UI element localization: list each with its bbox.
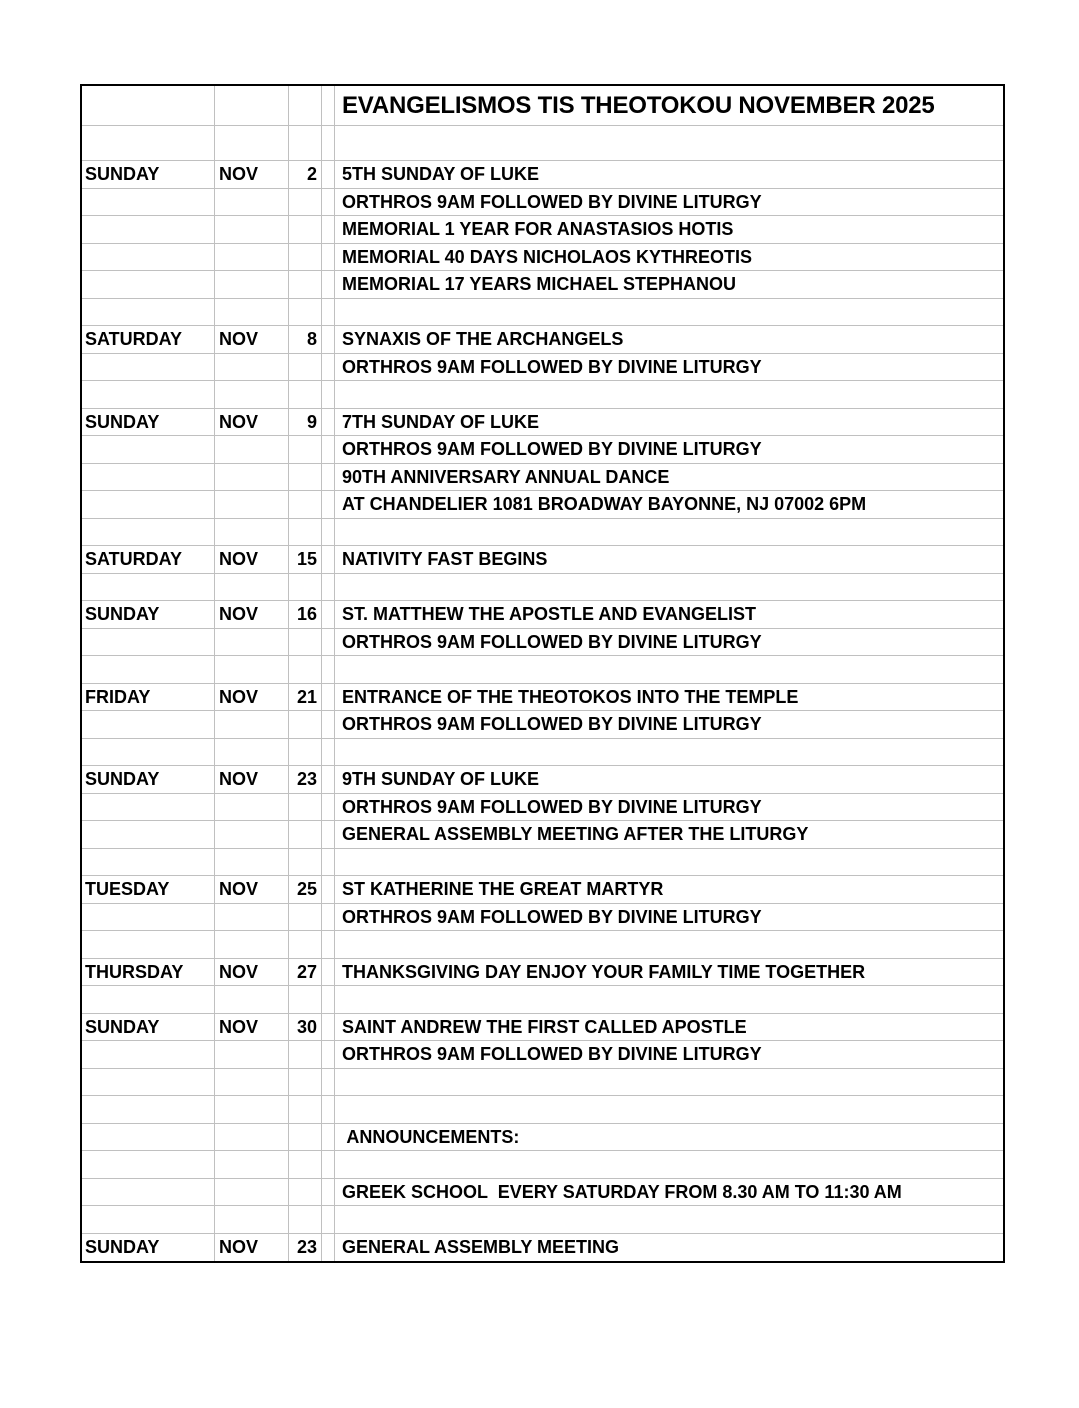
month-cell [215,491,289,519]
gap-cell [322,491,335,519]
description-cell [335,739,1003,767]
table-row [82,1206,1003,1234]
gap-cell [322,739,335,767]
month-cell [215,904,289,932]
table-row [82,1151,1003,1179]
gap-cell [322,189,335,217]
description-cell [335,1151,1003,1179]
gap-cell [322,629,335,657]
gap-cell [322,1151,335,1179]
date-cell [289,1206,322,1234]
table-row [82,436,1003,464]
date-cell [289,519,322,547]
day-cell [82,519,215,547]
month-cell [215,244,289,272]
day-cell: SUNDAY [82,409,215,437]
gap-cell [322,326,335,354]
gap-cell [322,1234,335,1262]
day-cell: SATURDAY [82,546,215,574]
description-cell: GENERAL ASSEMBLY MEETING AFTER THE LITURGY [335,821,1003,849]
description-cell: 5TH SUNDAY OF LUKE [335,161,1003,189]
date-cell [289,1041,322,1069]
day-cell [82,86,215,126]
gap-cell [322,1041,335,1069]
date-cell [289,299,322,327]
gap-cell [322,959,335,987]
month-cell [215,271,289,299]
month-cell [215,1206,289,1234]
page-title: EVANGELISMOS TIS THEOTOKOU NOVEMBER 2025 [335,86,1003,126]
day-cell [82,1151,215,1179]
month-cell: NOV [215,161,289,189]
description-cell: SAINT ANDREW THE FIRST CALLED APOSTLE [335,1014,1003,1042]
day-cell [82,1179,215,1207]
date-cell [289,244,322,272]
date-cell [289,381,322,409]
calendar-rows [82,126,1003,1261]
gap-cell [322,849,335,877]
day-cell [82,381,215,409]
table-row [82,1234,1003,1262]
date-cell: 8 [289,326,322,354]
gap-cell [322,904,335,932]
month-cell [215,189,289,217]
day-cell: SUNDAY [82,601,215,629]
gap-cell [322,1014,335,1042]
date-cell: 21 [289,684,322,712]
description-cell: 90TH ANNIVERSARY ANNUAL DANCE [335,464,1003,492]
day-cell: SUNDAY [82,766,215,794]
month-cell [215,629,289,657]
table-row [82,601,1003,629]
day-cell: FRIDAY [82,684,215,712]
date-cell [289,739,322,767]
date-cell [289,1069,322,1097]
table-row [82,189,1003,217]
month-cell [215,86,289,126]
description-cell [335,299,1003,327]
description-cell: ORTHROS 9AM FOLLOWED BY DIVINE LITURGY [335,354,1003,382]
table-row [82,766,1003,794]
gap-cell [322,244,335,272]
gap-cell [322,436,335,464]
table-row [82,244,1003,272]
title-row [82,86,1003,126]
day-cell [82,904,215,932]
month-cell [215,1179,289,1207]
date-cell: 25 [289,876,322,904]
table-row [82,849,1003,877]
day-cell [82,1069,215,1097]
table-row [82,354,1003,382]
table-row [82,491,1003,519]
date-cell [289,656,322,684]
table-row [82,271,1003,299]
description-cell: GREEK SCHOOL EVERY SATURDAY FROM 8.30 AM TO 11:30 AM [335,1179,1003,1207]
date-cell [289,986,322,1014]
table-row [82,1069,1003,1097]
date-cell [289,354,322,382]
month-cell [215,986,289,1014]
date-cell [289,86,322,126]
table-row [82,739,1003,767]
month-cell [215,849,289,877]
day-cell [82,574,215,602]
table-row [82,684,1003,712]
date-cell [289,216,322,244]
table-row [82,711,1003,739]
gap-cell [322,794,335,822]
description-cell: MEMORIAL 40 DAYS NICHOLAOS KYTHREOTIS [335,244,1003,272]
month-cell: NOV [215,876,289,904]
gap-cell [322,986,335,1014]
gap-cell [322,409,335,437]
gap-cell [322,161,335,189]
day-cell [82,794,215,822]
date-cell [289,849,322,877]
date-cell [289,1179,322,1207]
description-cell: ST KATHERINE THE GREAT MARTYR [335,876,1003,904]
month-cell [215,821,289,849]
table-row [82,381,1003,409]
gap-cell [322,1206,335,1234]
day-cell [82,1041,215,1069]
description-cell [335,1206,1003,1234]
date-cell [289,931,322,959]
day-cell: SUNDAY [82,1234,215,1262]
date-cell [289,189,322,217]
gap-cell [322,1096,335,1124]
table-row [82,1179,1003,1207]
description-cell: MEMORIAL 1 YEAR FOR ANASTASIOS HOTIS [335,216,1003,244]
date-cell [289,126,322,161]
day-cell [82,1124,215,1152]
description-cell: ST. MATTHEW THE APOSTLE AND EVANGELIST [335,601,1003,629]
description-cell: ORTHROS 9AM FOLLOWED BY DIVINE LITURGY [335,436,1003,464]
day-cell [82,189,215,217]
description-cell: SYNAXIS OF THE ARCHANGELS [335,326,1003,354]
gap-cell [322,381,335,409]
table-row [82,931,1003,959]
day-cell [82,464,215,492]
date-cell [289,711,322,739]
month-cell [215,216,289,244]
gap-cell [322,656,335,684]
description-cell [335,519,1003,547]
day-cell [82,739,215,767]
month-cell [215,574,289,602]
table-row [82,519,1003,547]
month-cell: NOV [215,684,289,712]
day-cell [82,821,215,849]
month-cell: NOV [215,1014,289,1042]
description-cell [335,931,1003,959]
table-row [82,904,1003,932]
day-cell [82,354,215,382]
gap-cell [322,216,335,244]
gap-cell [322,1069,335,1097]
gap-cell [322,684,335,712]
day-cell [82,216,215,244]
date-cell [289,271,322,299]
month-cell [215,381,289,409]
gap-cell [322,354,335,382]
month-cell [215,436,289,464]
date-cell [289,491,322,519]
table-row [82,216,1003,244]
month-cell [215,519,289,547]
gap-cell [322,464,335,492]
date-cell [289,464,322,492]
day-cell [82,491,215,519]
day-cell [82,299,215,327]
month-cell [215,656,289,684]
gap-cell [322,1179,335,1207]
table-row [82,1096,1003,1124]
gap-cell [322,546,335,574]
day-cell [82,931,215,959]
month-cell [215,794,289,822]
month-cell: NOV [215,326,289,354]
month-cell [215,711,289,739]
gap-cell [322,876,335,904]
table-row [82,409,1003,437]
month-cell: NOV [215,409,289,437]
day-cell: TUESDAY [82,876,215,904]
table-row [82,959,1003,987]
description-cell [335,574,1003,602]
gap-cell [322,271,335,299]
day-cell: SUNDAY [82,1014,215,1042]
gap-cell [322,931,335,959]
table-row [82,1041,1003,1069]
month-cell: NOV [215,959,289,987]
table-row [82,126,1003,161]
day-cell [82,711,215,739]
date-cell [289,1124,322,1152]
month-cell: NOV [215,601,289,629]
description-cell: ORTHROS 9AM FOLLOWED BY DIVINE LITURGY [335,711,1003,739]
description-cell: MEMORIAL 17 YEARS MICHAEL STEPHANOU [335,271,1003,299]
description-cell [335,656,1003,684]
day-cell [82,436,215,464]
month-cell [215,464,289,492]
table-row [82,876,1003,904]
day-cell: SATURDAY [82,326,215,354]
gap-cell [322,86,335,126]
date-cell: 9 [289,409,322,437]
gap-cell [322,299,335,327]
day-cell [82,244,215,272]
table-row [82,629,1003,657]
description-cell [335,986,1003,1014]
table-row [82,794,1003,822]
description-cell: ORTHROS 9AM FOLLOWED BY DIVINE LITURGY [335,904,1003,932]
description-cell: NATIVITY FAST BEGINS [335,546,1003,574]
table-row [82,1124,1003,1152]
description-cell [335,1096,1003,1124]
month-cell [215,1151,289,1179]
description-cell: ORTHROS 9AM FOLLOWED BY DIVINE LITURGY [335,189,1003,217]
date-cell [289,794,322,822]
gap-cell [322,574,335,602]
description-cell: 7TH SUNDAY OF LUKE [335,409,1003,437]
day-cell [82,849,215,877]
date-cell: 2 [289,161,322,189]
month-cell [215,931,289,959]
description-cell: ORTHROS 9AM FOLLOWED BY DIVINE LITURGY [335,794,1003,822]
table-row [82,574,1003,602]
description-cell: ORTHROS 9AM FOLLOWED BY DIVINE LITURGY [335,629,1003,657]
table-row [82,656,1003,684]
description-cell: 9TH SUNDAY OF LUKE [335,766,1003,794]
description-cell: GENERAL ASSEMBLY MEETING [342,1237,620,1258]
table-row [82,986,1003,1014]
date-cell [289,1096,322,1124]
description-cell [335,849,1003,877]
date-cell [289,821,322,849]
day-cell: THURSDAY [82,959,215,987]
day-cell [82,1096,215,1124]
month-cell [215,1041,289,1069]
day-cell: SUNDAY [82,161,215,189]
gap-cell [322,821,335,849]
month-cell [215,126,289,161]
day-cell [82,656,215,684]
month-cell [215,1124,289,1152]
month-cell [215,354,289,382]
date-cell [289,436,322,464]
day-cell [82,271,215,299]
description-cell [335,126,1003,161]
gap-cell [322,766,335,794]
table-row [82,299,1003,327]
description-cell [335,381,1003,409]
table-row [82,1014,1003,1042]
description-cell: ENTRANCE OF THE THEOTOKOS INTO THE TEMPLE [335,684,1003,712]
month-cell: NOV [215,1234,289,1262]
month-cell [215,1069,289,1097]
day-cell [82,1206,215,1234]
gap-cell [322,711,335,739]
table-row [82,161,1003,189]
month-cell: NOV [215,766,289,794]
month-cell: NOV [215,546,289,574]
table-row [82,546,1003,574]
table-row [82,821,1003,849]
date-cell [289,1151,322,1179]
date-cell: 15 [289,546,322,574]
description-cell: AT CHANDELIER 1081 BROADWAY BAYONNE, NJ 07002 6PM [335,491,1003,519]
description-cell: ANNOUNCEMENTS: [335,1124,1003,1152]
date-cell: 16 [289,601,322,629]
gap-cell [322,519,335,547]
month-cell [215,299,289,327]
date-cell [289,904,322,932]
date-cell [289,574,322,602]
date-cell: 23 [289,766,322,794]
month-cell [215,739,289,767]
gap-cell [322,126,335,161]
date-cell: 27 [289,959,322,987]
gap-cell [322,601,335,629]
table-row [82,464,1003,492]
date-cell [289,629,322,657]
table-row [82,326,1003,354]
calendar-table [80,84,1005,1263]
day-cell [82,986,215,1014]
day-cell [82,629,215,657]
date-cell: 23 [289,1234,322,1262]
date-cell: 30 [289,1014,322,1042]
description-cell: ORTHROS 9AM FOLLOWED BY DIVINE LITURGY [335,1041,1003,1069]
day-cell [82,126,215,161]
description-cell [335,1069,1003,1097]
gap-cell [322,1124,335,1152]
month-cell [215,1096,289,1124]
description-cell: THANKSGIVING DAY ENJOY YOUR FAMILY TIME TOGETHER [335,959,1003,987]
